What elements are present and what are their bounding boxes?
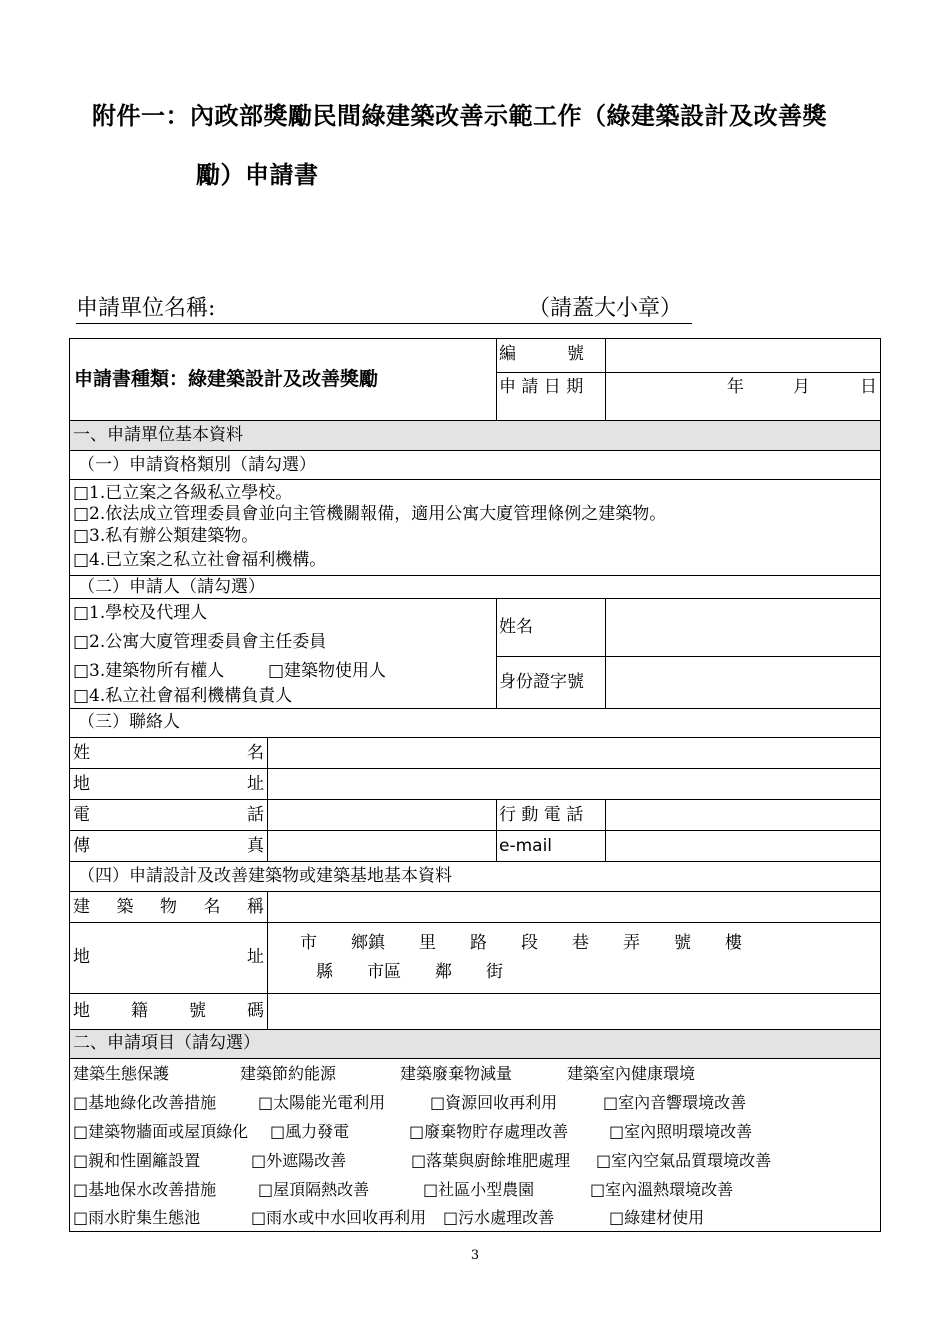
label-char: 真	[247, 836, 264, 856]
form-type-label: 申請書種類：綠建築設計及改善獎勵	[74, 368, 379, 390]
date-month-unit: 月	[793, 377, 810, 397]
building-name-field[interactable]	[268, 892, 879, 922]
rule	[70, 861, 880, 862]
number-label: 編 號	[499, 344, 584, 364]
contact-fax-field[interactable]	[268, 831, 496, 861]
rule	[70, 575, 880, 576]
label-char: 稱	[247, 897, 264, 917]
rule	[496, 598, 497, 708]
item-acoustic[interactable]: □室內音響環境改善	[603, 1093, 747, 1112]
item-wind-power[interactable]: □風力發電	[270, 1122, 350, 1141]
item-recycling[interactable]: □資源回收再利用	[430, 1093, 558, 1112]
eligibility-option-1[interactable]: □1.已立案之各級私立學校。	[73, 483, 293, 503]
category-ecology: 建築生態保護	[73, 1064, 170, 1083]
item-community-farm[interactable]: □社區小型農園	[423, 1180, 535, 1199]
item-air-quality[interactable]: □室內空氣品質環境改善	[596, 1151, 772, 1170]
email-field[interactable]	[606, 831, 879, 861]
rule	[70, 1029, 880, 1030]
item-solar-pv[interactable]: □太陽能光電利用	[258, 1093, 386, 1112]
contact-address-label	[73, 774, 264, 794]
page-number: 3	[470, 1248, 480, 1263]
rule	[496, 338, 497, 420]
seal-note: （請蓋大小章）	[528, 296, 683, 321]
label-char: 姓	[73, 743, 90, 763]
eligibility-option-2[interactable]: □2.依法成立管理委員會並向主管機關報備，適用公寓大廈管理條例之建築物。	[73, 504, 667, 524]
label-char: 物	[160, 897, 177, 917]
label-char: 名	[247, 743, 264, 763]
label-char: 籍	[131, 1001, 148, 1021]
document-title-line2: 勵）申請書	[196, 160, 319, 189]
item-green-materials[interactable]: □綠建材使用	[609, 1208, 705, 1227]
building-name-label	[73, 897, 264, 917]
label-char: 傳	[73, 836, 90, 856]
item-water-retention[interactable]: □基地保水改善措施	[73, 1180, 217, 1199]
label-char: 地	[73, 1001, 90, 1021]
rule	[70, 922, 880, 923]
building-address-line1[interactable]: 市 鄉鎮 里 路 段 巷 弄 號 樓	[300, 933, 742, 953]
eligibility-option-4[interactable]: □4.已立案之私立社會福利機構。	[73, 550, 327, 570]
rule	[70, 450, 880, 451]
building-address-label	[73, 947, 264, 967]
section2-title: 二、申請項目（請勾選）	[73, 1033, 260, 1053]
applicant-option-1[interactable]: □1.學校及代理人	[73, 603, 208, 623]
item-friendly-fence[interactable]: □親和性圍籬設置	[73, 1151, 201, 1170]
section1-title: 一、申請單位基本資料	[73, 425, 243, 445]
item-rainwater-reuse[interactable]: □雨水或中水回收再利用	[251, 1208, 427, 1227]
rule	[496, 799, 497, 861]
contact-address-field[interactable]	[268, 769, 879, 799]
category-health: 建築室內健康環境	[567, 1064, 696, 1083]
number-field[interactable]	[606, 339, 879, 372]
email-label: e-mail	[499, 836, 553, 856]
rule	[70, 708, 880, 709]
q1-title: （一）申請資格類別（請勾選）	[78, 455, 316, 475]
id-number-field[interactable]	[606, 657, 879, 708]
applicant-name-label: 姓名	[499, 617, 533, 637]
label-char: 名	[203, 897, 221, 917]
date-label: 申 請 日 期	[499, 377, 584, 397]
mobile-field[interactable]	[606, 800, 879, 830]
label-char: 地	[73, 774, 90, 794]
contact-phone-label	[73, 805, 264, 825]
label-char: 電	[73, 805, 90, 825]
id-number-label: 身份證字號	[499, 672, 584, 692]
label-char: 築	[116, 897, 134, 917]
eligibility-option-3[interactable]: □3.私有辦公類建築物。	[73, 526, 259, 546]
document-title-line1: 附件一：內政部獎勵民間綠建築改善示範工作（綠建築設計及改善獎	[92, 101, 827, 130]
land-number-label	[73, 1001, 264, 1021]
item-thermal-comfort[interactable]: □室內溫熱環境改善	[590, 1180, 734, 1199]
item-rainwater-pond[interactable]: □雨水貯集生態池	[73, 1208, 201, 1227]
contact-name-field[interactable]	[268, 738, 879, 768]
item-roof-insulation[interactable]: □屋頂隔熱改善	[258, 1180, 370, 1199]
category-waste: 建築廢棄物減量	[400, 1064, 513, 1083]
label-char: 話	[247, 805, 264, 825]
applicant-option-4[interactable]: □4.私立社會福利機構負責人	[73, 686, 293, 706]
applicant-name-label: 申請單位名稱:	[76, 296, 216, 321]
applicant-option-user[interactable]: □建築物使用人	[268, 661, 387, 681]
rule	[70, 479, 880, 480]
contact-name-label	[73, 743, 264, 763]
q3-title: （三）聯絡人	[78, 712, 180, 732]
label-char: 碼	[247, 1001, 264, 1021]
applicant-option-3[interactable]: □3.建築物所有權人	[73, 661, 225, 681]
label-char: 地	[73, 947, 90, 967]
applicant-name-field[interactable]	[606, 599, 879, 656]
q4-title: （四）申請設計及改善建築物或建築基地基本資料	[78, 866, 452, 886]
label-char: 號	[189, 1001, 206, 1021]
mobile-label: 行 動 電 話	[499, 805, 584, 825]
date-day-unit: 日	[860, 377, 877, 397]
q2-title: （二）申請人（請勾選）	[78, 577, 265, 597]
item-lighting[interactable]: □室內照明環境改善	[609, 1122, 753, 1141]
applicant-option-2[interactable]: □2.公寓大廈管理委員會主任委員	[73, 632, 327, 652]
building-address-line2[interactable]: 縣 市區 鄰 街	[316, 962, 503, 982]
contact-phone-field[interactable]	[268, 800, 496, 830]
label-char: 建	[73, 897, 90, 917]
item-wall-roof-greening[interactable]: □建築物牆面或屋頂綠化	[73, 1122, 249, 1141]
item-sewage-treatment[interactable]: □污水處理改善	[443, 1208, 555, 1227]
item-waste-storage[interactable]: □廢棄物貯存處理改善	[409, 1122, 569, 1141]
contact-fax-label	[73, 836, 264, 856]
label-char: 址	[247, 947, 264, 967]
label-char: 址	[247, 774, 264, 794]
item-site-greening[interactable]: □基地綠化改善措施	[73, 1093, 217, 1112]
rule	[70, 420, 880, 421]
item-external-shading[interactable]: □外遮陽改善	[251, 1151, 347, 1170]
applicant-name-line[interactable]	[76, 291, 692, 324]
category-energy: 建築節約能源	[240, 1064, 337, 1083]
item-composting[interactable]: □落葉與廚餘堆肥處理	[411, 1151, 571, 1170]
date-year-unit: 年	[727, 377, 744, 397]
land-number-field[interactable]	[268, 994, 879, 1029]
rule	[70, 1058, 880, 1059]
